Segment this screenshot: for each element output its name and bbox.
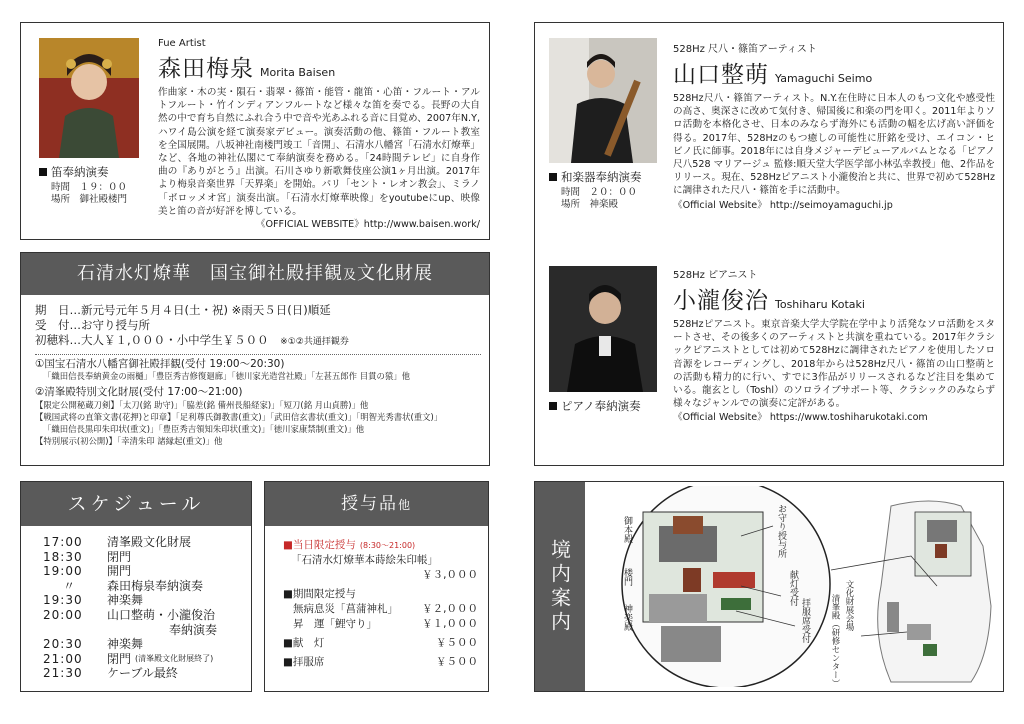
exhibit-date: 期 日…新元号元年５月４日(土・祝) ※雨天５日(日)順延 [35,303,331,317]
kotaki-website-link[interactable]: 《Official Website》 https://www.toshiharukotaki.com [673,412,928,424]
map-label-gate: 楼門 [622,568,632,586]
precinct-map [591,486,999,687]
exhibit-item2-lines [35,399,481,447]
map-label-kagura: 神楽殿 [622,604,632,631]
morita-place: 場所 御社殿楼門 [51,194,128,205]
exhibit-header: 石清水灯燎華 国宝御社殿拝観及文化財展 [21,253,489,295]
map-label-haifuku: 拝服席受付 [800,598,810,643]
yamaguchi-role: 528Hz 尺八・篠笛アーティスト [673,44,817,55]
morita-website-link[interactable]: 《OFFICIAL WEBSITE》http://www.baisen.work/ [255,219,480,231]
schedule-row: 奉納演奏 [169,622,218,637]
schedule-row: 21:30 ケーブル最終 [43,666,178,681]
goods-limited-title: ■当日限定授与 (8:30～21:00) [283,539,416,551]
yamaguchi-name [673,56,995,89]
exhibit-fee: 初穂料…大人￥１,０００・小中学生￥５００ ※①②共通拝観券 [35,333,349,347]
schedule-list [43,535,248,681]
morita-bio: 作曲家・木の実・隕石・翡翠・篠笛・能管・龍笛・心笛・フルート・アルトフルート・竹インディアンフルートなど様々な笛を奏でる。長野の大自然の中で育ち自然にふれ合う中で音や光あふれる音に目覚め、2007年N.Y, ハワイ島公演を経て演奏家デビュー。演奏活動の他、篠笛・フルート教室を全国展開。八坂神社南楼門竣工「音開」、石清水八幡宮「石清水灯燎華」など、各地の神社仏閣にて奉納演奏を務める。「24時間テレビ」に自身作曲の『ありがとう』出演。石川さゆり新歌舞伎座公演1ヶ月出演。2017年より梅泉音楽世界「天界楽」を開始。パリ「セント・レオン教会」、ミラノ「ボロッメオ宮」演奏出演。「石清水灯燎華映像」をyoutubeにup、映像美と笛の音が好評を博している。 [158,87,480,217]
yamaguchi-caption: 和楽器奉納演奏 [549,169,642,185]
morita-name-en: Morita Baisen [260,66,336,79]
morita-caption: 笛奉納演奏 [39,164,127,180]
exhibit-item2-line: 【戦国武将の直筆文書(花押)と印章】「足利尊氏御教書(重文)」「武田信玄書状(重文)」「明智光秀書状(重文)」 [35,411,443,422]
morita-portrait-photo [39,38,139,158]
yamaguchi-name-en: Yamaguchi Seimo [775,72,873,85]
goods-period-title: ■期間限定授与 [283,588,356,600]
yamaguchi-name-jp: 山口整萌 [673,62,769,88]
exhibit-item2-line: 【特別展示(初公開)】「幸清朱印 諸縁起(重文)」他 [35,435,223,446]
goods-header: 授与品他 [265,482,488,526]
exhibit-item2-line: 「織田信長黒印朱印状(重文)」「豊臣秀吉領知朱印状(重文)」「徳川家康禁制(重文)」他 [43,423,365,434]
goods-panel [264,481,489,692]
map-panel [534,481,1004,692]
map-label-omamori: お守り授与所 [776,504,786,558]
kotaki-name [673,282,995,315]
map-label-main: 御本殿 [622,516,632,543]
schedule-row: 21:00 閉門 (清峯殿文化財展終了) [43,651,214,666]
morita-name [158,50,480,83]
kotaki-profile-panel [534,252,1004,466]
kotaki-bio: 528Hzピアニスト。東京音楽大学大学院在学中より活発なソロ活動をスタートさせ、その後多くのアーティストと共演を重ねている。2017年クラシックピアニストとしては初めて528Hzに調律されたピアノを使用したソロ音源をレコーディングし、2018年からは528Hz尺八・篠笛の山口整萌との活動も精力的に行い、すでに3作品がリリースされるなど注目を集めている。龍玄とし（Toshl）のソロライブサポート等、クラシックのみならず様々なジャンルでの演奏に定評がある。 [673,319,995,410]
kotaki-portrait-photo [549,266,657,392]
schedule-header: スケジュール [21,482,251,526]
goods-item: 昇 運「鯉守り」 ￥１,０００ [293,618,478,630]
morita-profile-panel [20,22,490,240]
goods-hall: ■拝服席 ￥５００ [283,656,478,668]
goods-limited-price: ￥３,０００ [422,569,478,581]
schedule-row: 19:30 神楽舞 [43,593,144,608]
yamaguchi-place: 場所 神楽殿 [561,199,619,210]
schedule-row: 18:30 閉門 [43,549,132,564]
square-bullet-icon [549,402,557,410]
schedule-row: 19:00 開門 [43,564,132,579]
kotaki-name-jp: 小瀧俊治 [673,288,769,314]
exhibit-item2-line: 【限定公開秘蔵刀剣】「太刀(銘 助守)」「脇差(銘 備州長船経家)」「短刀(銘 月山貞勝)」他 [35,399,369,410]
yamaguchi-bio: 528Hz尺八・篠笛アーティスト。N.Y.在住時に日本人のもつ文化や感受性の高さ、奥深さに改めて気付き、帰国後に和楽の門を叩く。2011年よりソロ活動を本格化させ、日本のみならず海外にも活動の幅を広げ高い評価を得る。2017年、528Hzのもつ癒しの可能性に肝銘を受け、エイコン・ヒビノ氏に師事。2018年には自身メジャーデビューアルバムとなる「ピアノ尺八528 マリアージュ 監修:順天堂大学医学部小林弘幸教授」他、2作品をリリース。現在、528Hzピアニスト小瀧俊治と共に、世界で初めて528Hzに調律された尺八・篠笛を手に活動中。 [673,93,995,197]
yamaguchi-website-link[interactable]: 《Official Website》 http://seimoyamaguchi.jp [673,199,893,211]
schedule-row: 20:30 神楽舞 [43,637,144,652]
exhibit-reception: 受 付…お守り授与所 [35,318,150,332]
morita-role: Fue Artist [158,38,206,49]
kotaki-caption: ピアノ奉納演奏 [549,398,641,414]
morita-time: 時間 １９：００ [51,182,128,193]
exhibit-item2-title: ②清峯殿特別文化財展(受付 17:00～21:00) [35,385,243,398]
goods-offering: ■献 灯 ￥５００ [283,637,478,649]
kotaki-role: 528Hz ピアニスト [673,270,758,281]
yamaguchi-time: 時間 ２０：００ [561,187,638,198]
map-label-kento: 献灯受付 [788,570,798,606]
map-label-seiho: 清峯殿（研修センター） [830,594,840,688]
goods-item: 無病息災「菖蒲神札」 ￥２,０００ [293,603,478,615]
kotaki-name-en: Toshiharu Kotaki [775,298,865,311]
exhibit-item1-detail: 「織田信長奉納黄金の雨樋」「豊臣秀吉修復廻廊」「徳川家光造営社殿」「左甚五郎作 目貫の猿」他 [43,371,410,381]
yamaguchi-portrait-photo [549,38,657,163]
square-bullet-icon [39,168,47,176]
map-header: 境内案内 [535,482,585,691]
morita-name-jp: 森田梅泉 [158,56,254,82]
schedule-row: 〃 森田梅泉奉納演奏 [63,578,204,593]
yamaguchi-profile-panel [534,22,1004,260]
schedule-row: 20:00 山口整萌・小瀧俊治 [43,607,216,622]
exhibit-panel [20,252,490,466]
schedule-row: 17:00 清峯殿文化財展 [43,535,192,549]
goods-limited-item: 「石清水灯燎華本蒔絵朱印帳」 [291,554,438,566]
schedule-panel [20,481,252,692]
exhibit-item1-title: ①国宝石清水八幡宮御社殿拝観(受付 19:00～20:30) [35,354,481,371]
square-bullet-icon [549,173,557,181]
map-label-bunkazai: 文化財展会場 [844,580,854,631]
